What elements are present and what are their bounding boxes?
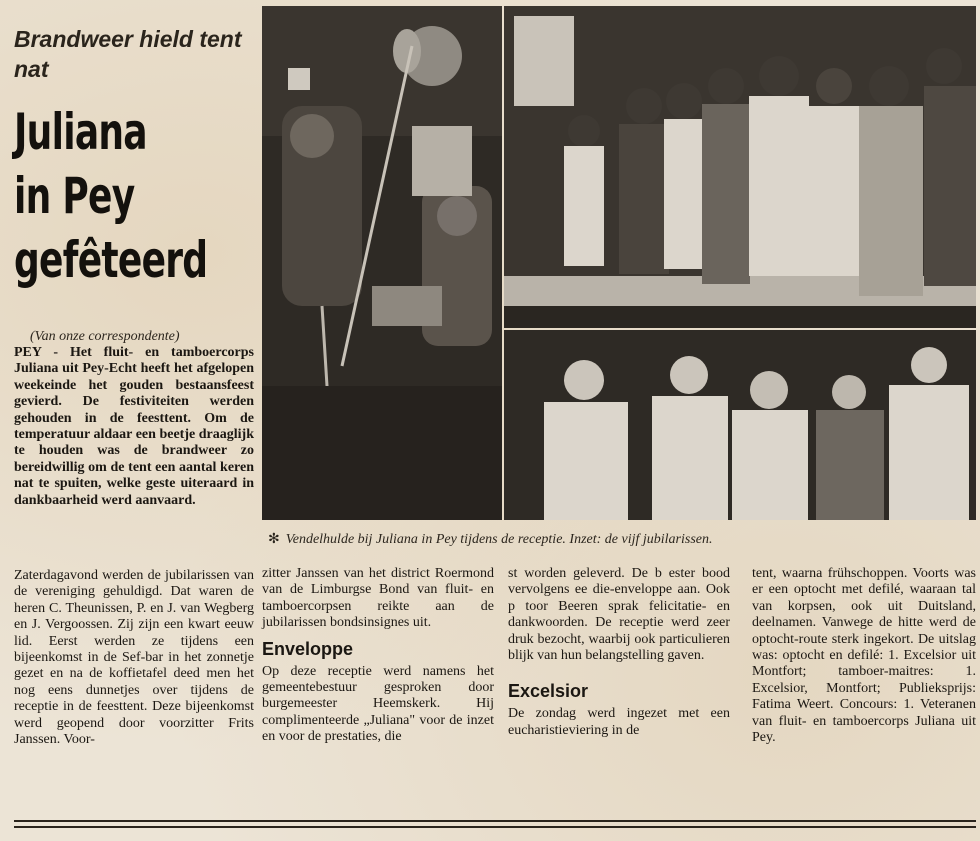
column-3-paragraph-1: st worden geleverd. De b ester bood vervolgens ee die-enveloppe aan. Ook p toor Beeren sprak felicitatie- en dankwoorden. De receptie werd zeer druk bezocht, waarbij ook particulieren blijk van hun belangstelling gaven. [508, 566, 730, 664]
column-3-paragraph-2: De zondag werd ingezet met een eucharistieviering in de [508, 706, 730, 738]
bottom-rule-double [14, 826, 976, 828]
article-column-2 [262, 566, 494, 746]
article-column-3 [508, 566, 730, 739]
article-column-1: Zaterdagavond werden de jubilarissen van de vereniging gehuldigd. Dat waren de heren C. Theunissen, P. en J. van Wegberg en J. Vergoossen. Zij zijn een kwart eeuw lid. Eerst werden ze tijdens een bijeenkomst in de Sef-bar in het zonnetje gezet en na de koffietafel deed men het nog eens dunnetjes over tijdens de receptie in de feesttent. Deze bijeenkomst werd geopend door voorzitter Frits Janssen. Voor- [14, 568, 254, 748]
article-kicker: Brandweer hield tent nat [14, 26, 242, 82]
article-headline: Juliana in Pey gefêteerd [14, 103, 208, 289]
caption-text: Vendelhulde bij Juliana in Pey tijdens de receptie. Inzet: de vijf jubilarissen. [285, 532, 713, 547]
photo-caption [268, 531, 968, 548]
column-2-paragraph-2: Op deze receptie werd namens het gemeentebestuur gesproken door burgemeester Heemskerk. Hij complimenteerde „Juliana" voor de inzet en voor de prestaties, die [262, 663, 494, 745]
article-byline: (Van onze correspondente) [30, 329, 180, 344]
bottom-rule [14, 820, 976, 822]
subheading-enveloppe: Enveloppe [262, 638, 354, 659]
photo-five-jubilarians [504, 330, 976, 520]
article-column-4: tent, waarna frühschoppen. Voorts was er een optocht met defilé, waaraan tal van korpsen, ook uit Duitsland, deelnamen. Vanwege de hitte werd de optocht-route sterk ingekort. De uitslag was: optocht en defilé: 1. Excelsior uit Montfort; tamboer-maitres: 1. Excelsior, Montfort; Publieksprijs: Fatima Weert. Concours: 1. Veteranen van fluit- en tamboercorps Juliana uit Pey. [752, 566, 976, 746]
photo-reception-table [504, 6, 976, 328]
column-2-paragraph-1: zitter Janssen van het district Roermond van de Limburgse Bond van fluit- en tamboercorpsen reikte aan de jubilarissen bondsinsignes uit. [262, 566, 494, 631]
article-lead: PEY - Het fluit- en tamboercorps Juliana uit Pey-Echt heeft het afgelopen weekeinde het gouden bestaansfeest gevierd. De festiviteiten werden gehouden in de feesttent. Om de temperatuur aldaar een beetje draaglijk te houden was de brandweer zo bereidwillig om de tent een aantal keren nat te spuiten, welke geste uiteraard in dankbaarheid werd aanvaard. [14, 345, 254, 508]
caption-asterisk-icon: ✻ [268, 532, 280, 547]
photo-vendelhulde [262, 6, 502, 520]
subheading-excelsior: Excelsior [508, 681, 589, 702]
